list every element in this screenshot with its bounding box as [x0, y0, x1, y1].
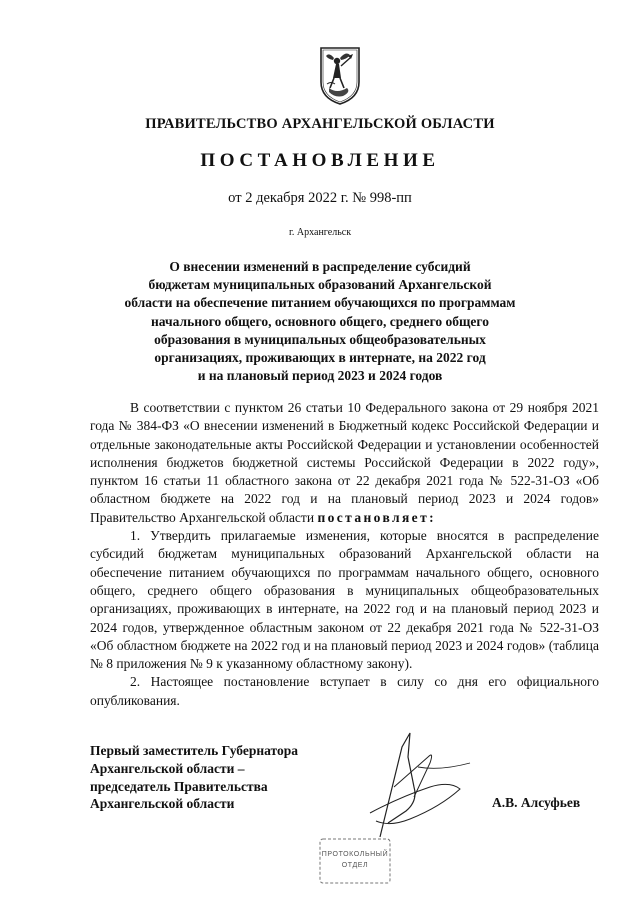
document-body	[90, 399, 599, 710]
title-line: начального общего, основного общего, среднего общего	[151, 313, 489, 329]
document-date-number: от 2 декабря 2022 г. № 998-пп	[228, 190, 412, 206]
item-2-paragraph: 2. Настоящее постановление вступает в силу со дня его официального опубликования.	[90, 674, 599, 708]
title-line: О внесении изменений в распределение субсидий	[169, 259, 471, 274]
title-line: образования в муниципальных общеобразовательных	[154, 331, 486, 347]
protocol-department-stamp	[318, 835, 392, 887]
title-line: и на плановый период 2023 и 2024 годов	[197, 368, 443, 384]
item-1-paragraph: 1. Утвердить прилагаемые изменения, которые вносятся в распределение субсидий бюджетам муниципальных образований Архангельской области на обеспечение питанием обучающихся по программам начального общего, основного общего, среднего общего образования в муниципальных общеобразовательных организациях, проживающих в интернате, на 2022 год и на плановый период 2023 и 2024 годов, утвержденное областным законом от 22 декабря 2021 года № 522-31-ОЗ «Об областном бюджете на 2022 год и на плановый период 2023 и 2024 годов» (таблица № 8 приложения № 9 к указанному областному закону).	[90, 528, 599, 672]
arkhangelsk-coat-of-arms-icon	[317, 44, 363, 106]
stamp-line: ПРОТОКОЛЬНЫЙ	[321, 851, 389, 858]
preamble-text: В соответствии с пунктом 26 статьи 10 Федерального закона от 29 ноября 2021 года № 384-ФЗ «О внесении изменений в Бюджетный кодекс Российской Федерации и отдельные законодательные акты Российской Федерации и установлении особенностей исполнения бюджетов бюджетной системы Российской Федерации в 2022 году», пунктом 16 статьи 11 областного закона от 22 декабря 2021 года № 522-31-ОЗ «Об областном бюджете на 2022 год и на плановый период 2023 и 2024 годов» Правительство Архангельской области	[90, 400, 599, 525]
handwritten-signature	[310, 727, 480, 847]
stamp-line: ОТДЕЛ	[341, 862, 369, 869]
position-line: Архангельской области –	[90, 760, 245, 776]
position-line: Первый заместитель Губернатора	[90, 743, 298, 758]
organization-name: ПРАВИТЕЛЬСТВО АРХАНГЕЛЬСКОЙ ОБЛАСТИ	[145, 116, 495, 132]
signer-name: А.В. Алсуфьев	[492, 795, 581, 810]
document-city: г. Архангельск	[288, 227, 352, 238]
title-line: организациях, проживающих в интернате, на 2022 год	[154, 350, 486, 366]
preamble-paragraph	[90, 399, 599, 527]
stamp-frame	[318, 835, 392, 887]
position-line: Архангельской области	[90, 796, 235, 812]
title-line: области на обеспечение питанием обучающихся по программам	[124, 295, 516, 311]
document-title	[100, 258, 540, 385]
document-type: ПОСТАНОВЛЕНИЕ	[200, 150, 440, 171]
position-line: председатель Правительства	[90, 778, 268, 794]
title-line: бюджетам муниципальных образований Архангельской	[148, 277, 492, 293]
decision-word: постановляет:	[317, 509, 437, 525]
